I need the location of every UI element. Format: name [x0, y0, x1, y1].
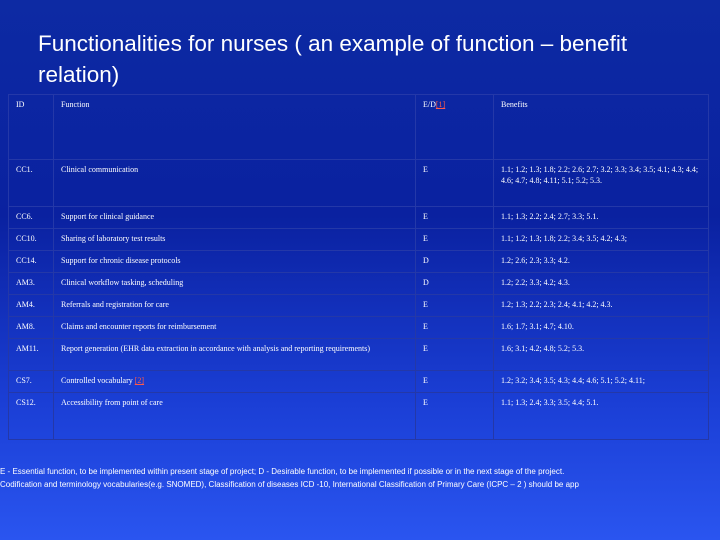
function-text: Sharing of laboratory test results: [61, 234, 166, 243]
table-row: [9, 229, 709, 251]
cell-function: [54, 273, 416, 295]
function-benefit-table: [8, 94, 709, 440]
cell-benefits: 1.2; 2.2; 3.3; 4.2; 4.3.: [494, 273, 709, 295]
cell-id: AM4.: [9, 295, 54, 317]
function-text: Clinical workflow tasking, scheduling: [61, 278, 184, 287]
cell-id: AM11.: [9, 339, 54, 371]
cell-benefits: 1.1; 1.3; 2.2; 2.4; 2.7; 3.3; 5.1.: [494, 207, 709, 229]
cell-function: [54, 160, 416, 207]
function-text: Referrals and registration for care: [61, 300, 169, 309]
footnote-vocabulary: Codification and terminology vocabularies(e.g. SNOMED), Classification of diseases ICD -10, International Classification of Primary Care (ICPC – 2 ) should be app: [0, 480, 579, 489]
cell-function: [54, 207, 416, 229]
function-text: Claims and encounter reports for reimbursement: [61, 322, 217, 331]
header-benefits: Benefits: [494, 95, 709, 160]
function-text: Support for clinical guidance: [61, 212, 155, 221]
cell-function: [54, 317, 416, 339]
slide-title: Functionalities for nurses ( an example of function – benefit relation): [38, 31, 628, 87]
cell-id: CS7.: [9, 371, 54, 393]
cell-benefits: 1.2; 1.3; 2.2; 2.3; 2.4; 4.1; 4.2; 4.3.: [494, 295, 709, 317]
cell-ed: D: [416, 251, 494, 273]
cell-benefits: 1.2; 3.2; 3.4; 3.5; 4.3; 4.4; 4.6; 5.1; 5.2; 4.11;: [494, 371, 709, 393]
cell-function: [54, 339, 416, 371]
cell-ed: E: [416, 339, 494, 371]
cell-benefits: 1.1; 1.2; 1.3; 1.8; 2.2; 2.6; 2.7; 3.2; 3.3; 3.4; 3.5; 4.1; 4.3; 4.4; 4.6; 4.7; 4.8; 4.11; 5.1; 5.2; 5.3.: [494, 160, 709, 207]
cell-benefits: 1.1; 1.2; 1.3; 1.8; 2.2; 3.4; 3.5; 4.2; 4.3;: [494, 229, 709, 251]
cell-id: CS12.: [9, 393, 54, 440]
table-row: [9, 371, 709, 393]
cell-ed: E: [416, 317, 494, 339]
cell-id: CC6.: [9, 207, 54, 229]
cell-ed: E: [416, 229, 494, 251]
cell-id: CC14.: [9, 251, 54, 273]
function-text: Controlled vocabulary: [61, 376, 133, 385]
cell-function: [54, 371, 416, 393]
cell-benefits: 1.1; 1.3; 2.4; 3.3; 3.5; 4.4; 5.1.: [494, 393, 709, 440]
cell-id: AM8.: [9, 317, 54, 339]
cell-benefits: 1.2; 2.6; 2.3; 3.3; 4.2.: [494, 251, 709, 273]
footnote-ed-definition: E - Essential function, to be implemented within present stage of project; D - Desirable function, to be implemented if possible or in the next stage of the project.: [0, 467, 565, 476]
cell-function: [54, 295, 416, 317]
table-row: [9, 207, 709, 229]
cell-id: CC10.: [9, 229, 54, 251]
footnote-ref-link[interactable]: [1]: [435, 100, 446, 109]
header-id: ID: [9, 95, 54, 160]
table-row: [9, 339, 709, 371]
function-text: Accessibility from point of care: [61, 398, 163, 407]
cell-benefits: 1.6; 3.1; 4.2; 4.8; 5.2; 5.3.: [494, 339, 709, 371]
cell-ed: E: [416, 371, 494, 393]
function-text: Support for chronic disease protocols: [61, 256, 181, 265]
cell-ed: E: [416, 295, 494, 317]
cell-ed: E: [416, 393, 494, 440]
table-header-row: [9, 95, 709, 160]
table-row: [9, 273, 709, 295]
table-row: [9, 317, 709, 339]
header-function: Function: [54, 95, 416, 160]
cell-id: AM3.: [9, 273, 54, 295]
cell-id: CC1.: [9, 160, 54, 207]
function-text: Clinical communication: [61, 165, 139, 174]
cell-function: [54, 229, 416, 251]
cell-benefits: 1.6; 1.7; 3.1; 4.7; 4.10.: [494, 317, 709, 339]
table-row: [9, 295, 709, 317]
cell-function: [54, 251, 416, 273]
header-ed-label: E/D: [423, 100, 436, 109]
table-row: [9, 251, 709, 273]
cell-function: [54, 393, 416, 440]
footnote-ref-link[interactable]: [2]: [134, 376, 145, 385]
cell-ed: D: [416, 273, 494, 295]
header-ed: [416, 95, 494, 160]
function-text: Report generation (EHR data extraction in accordance with analysis and reporting requirements): [61, 344, 370, 353]
table-row: [9, 160, 709, 207]
cell-ed: E: [416, 207, 494, 229]
table-row: [9, 393, 709, 440]
cell-ed: E: [416, 160, 494, 207]
